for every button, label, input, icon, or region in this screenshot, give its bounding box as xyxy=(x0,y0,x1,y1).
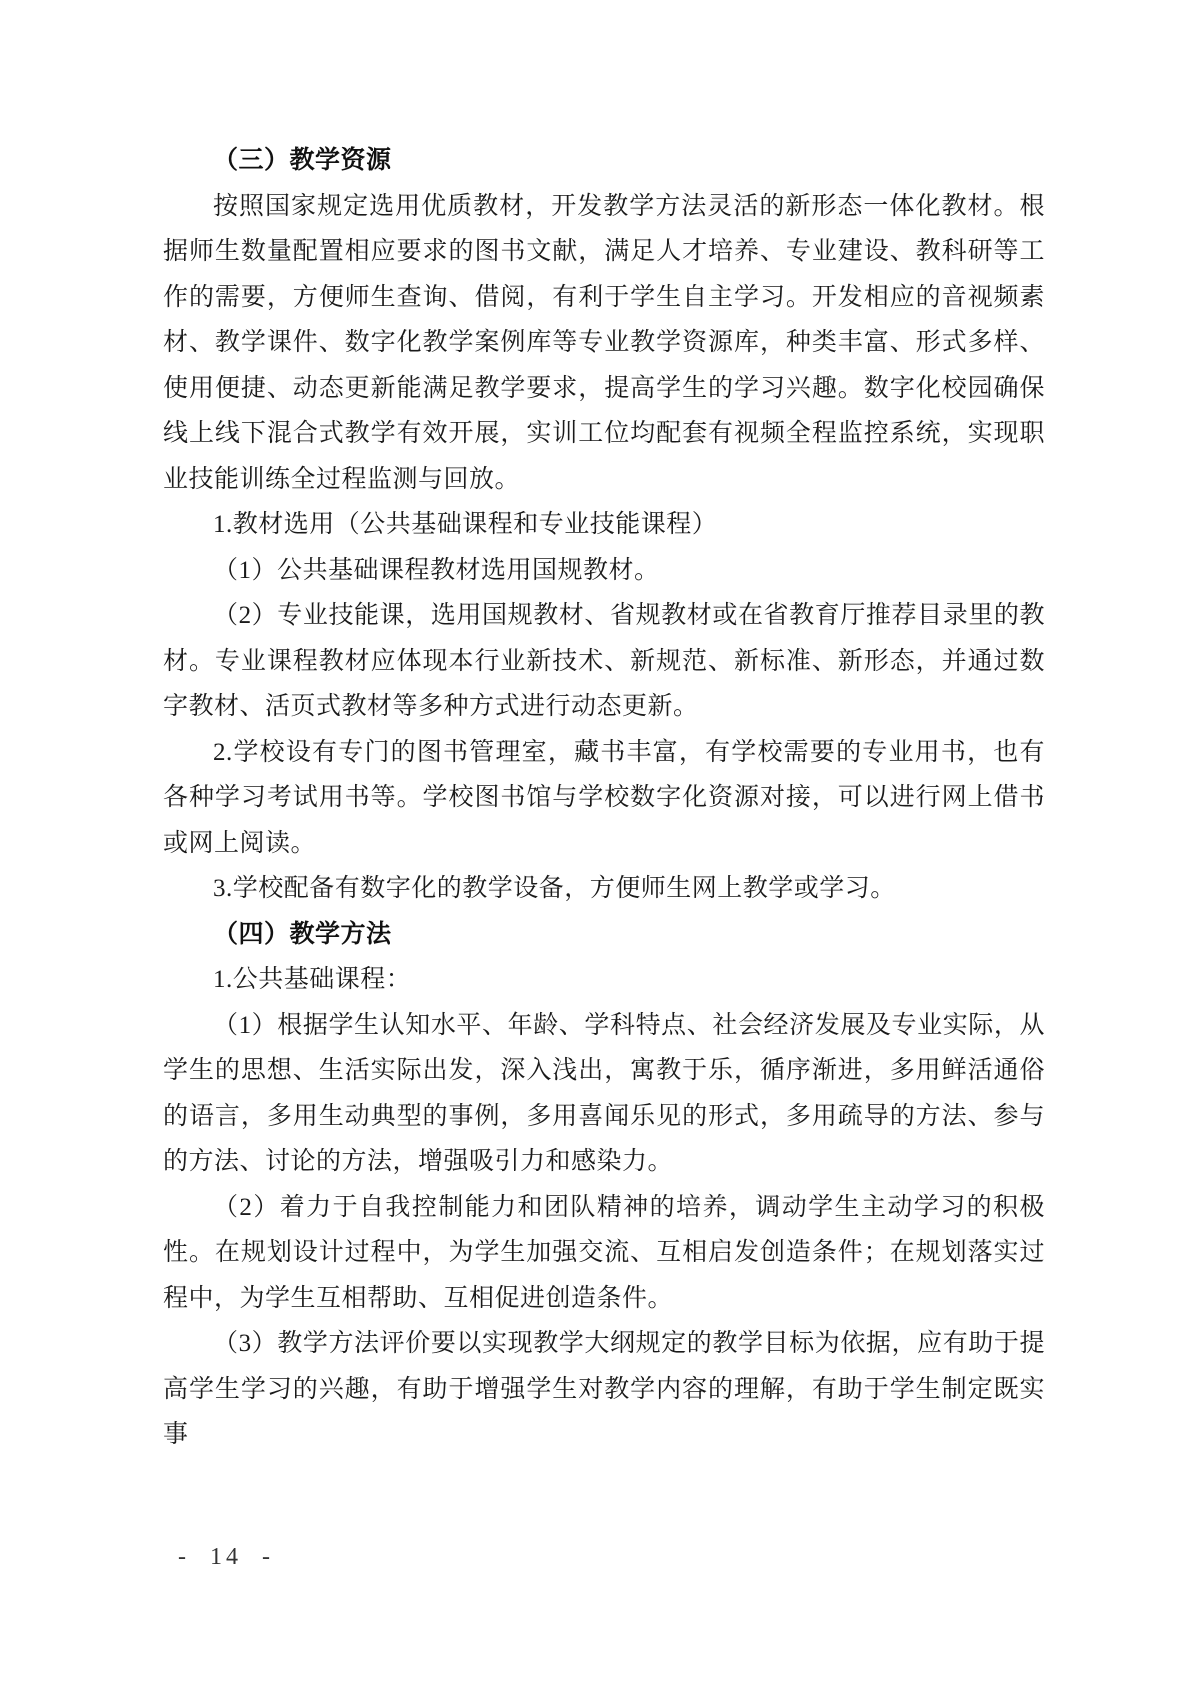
page-number: - 14 - xyxy=(178,1544,274,1570)
paragraph-item-1-2-professional: （2）专业技能课，选用国规教材、省规教材或在省教育厅推荐目录里的教材。专业课程教材应体现本行业新技术、新规范、新标准、新形态，并通过数字教材、活页式教材等多种方式进行动态更新。 xyxy=(163,602,1045,720)
paragraph-textbook-overview: 按照国家规定选用优质教材，开发教学方法灵活的新形态一体化教材。根据师生数量配置相应要求的图书文献，满足人才培养、专业建设、教科研等工作的需要，方便师生查询、借阅，有利于学生自主学习。开发相应的音视频素材、教学课件、数字化教学案例库等专业教学资源库，种类丰富、形式多样、使用便捷、动态更新能满足教学要求，提高学生的学习兴趣。数字化校园确保线上线下混合式教学有效开展，实训工位均配套有视频全程监控系统，实现职业技能训练全过程监测与回放。 xyxy=(163,192,1045,493)
paragraph-item-3-digital-equipment: 3.学校配备有数字化的教学设备，方便师生网上教学或学习。 xyxy=(213,875,896,902)
paragraph-item-1-1-public-basic: （1）公共基础课程教材选用国规教材。 xyxy=(213,556,660,584)
section-heading-teaching-resources: （三）教学资源 xyxy=(213,146,392,174)
paragraph-method-1-cognition: （1）根据学生认知水平、年龄、学科特点、社会经济发展及专业实际，从学生的思想、生活实际出发，深入浅出，寓教于乐，循序渐进，多用鲜活通俗的语言，多用生动典型的事例，多用喜闻乐见的形式，多用疏导的方法、参与的方法、讨论的方法，增强吸引力和感染力。 xyxy=(163,1011,1045,1175)
section-heading-teaching-methods: （四）教学方法 xyxy=(213,919,392,948)
paragraph-item-1-public-basic-course: 1.公共基础课程： xyxy=(213,966,412,993)
paragraph-item-1-textbook-selection: 1.教材选用（公共基础课程和专业技能课程） xyxy=(213,511,718,538)
document-body xyxy=(163,138,1045,1458)
paragraph-method-3-evaluation: （3）教学方法评价要以实现教学大纲规定的教学目标为依据，应有助于提高学生学习的兴趣，有助于增强学生对教学内容的理解，有助于学生制定既实事 xyxy=(163,1330,1045,1448)
paragraph-item-2-library: 2.学校设有专门的图书管理室，藏书丰富，有学校需要的专业用书，也有各种学习考试用书等。学校图书馆与学校数字化资源对接，可以进行网上借书或网上阅读。 xyxy=(163,738,1045,857)
paragraph-method-2-self-control: （2）着力于自我控制能力和团队精神的培养，调动学生主动学习的积极性。在规划设计过程中，为学生加强交流、互相启发创造条件；在规划落实过程中，为学生互相帮助、互相促进创造条件。 xyxy=(163,1193,1045,1312)
